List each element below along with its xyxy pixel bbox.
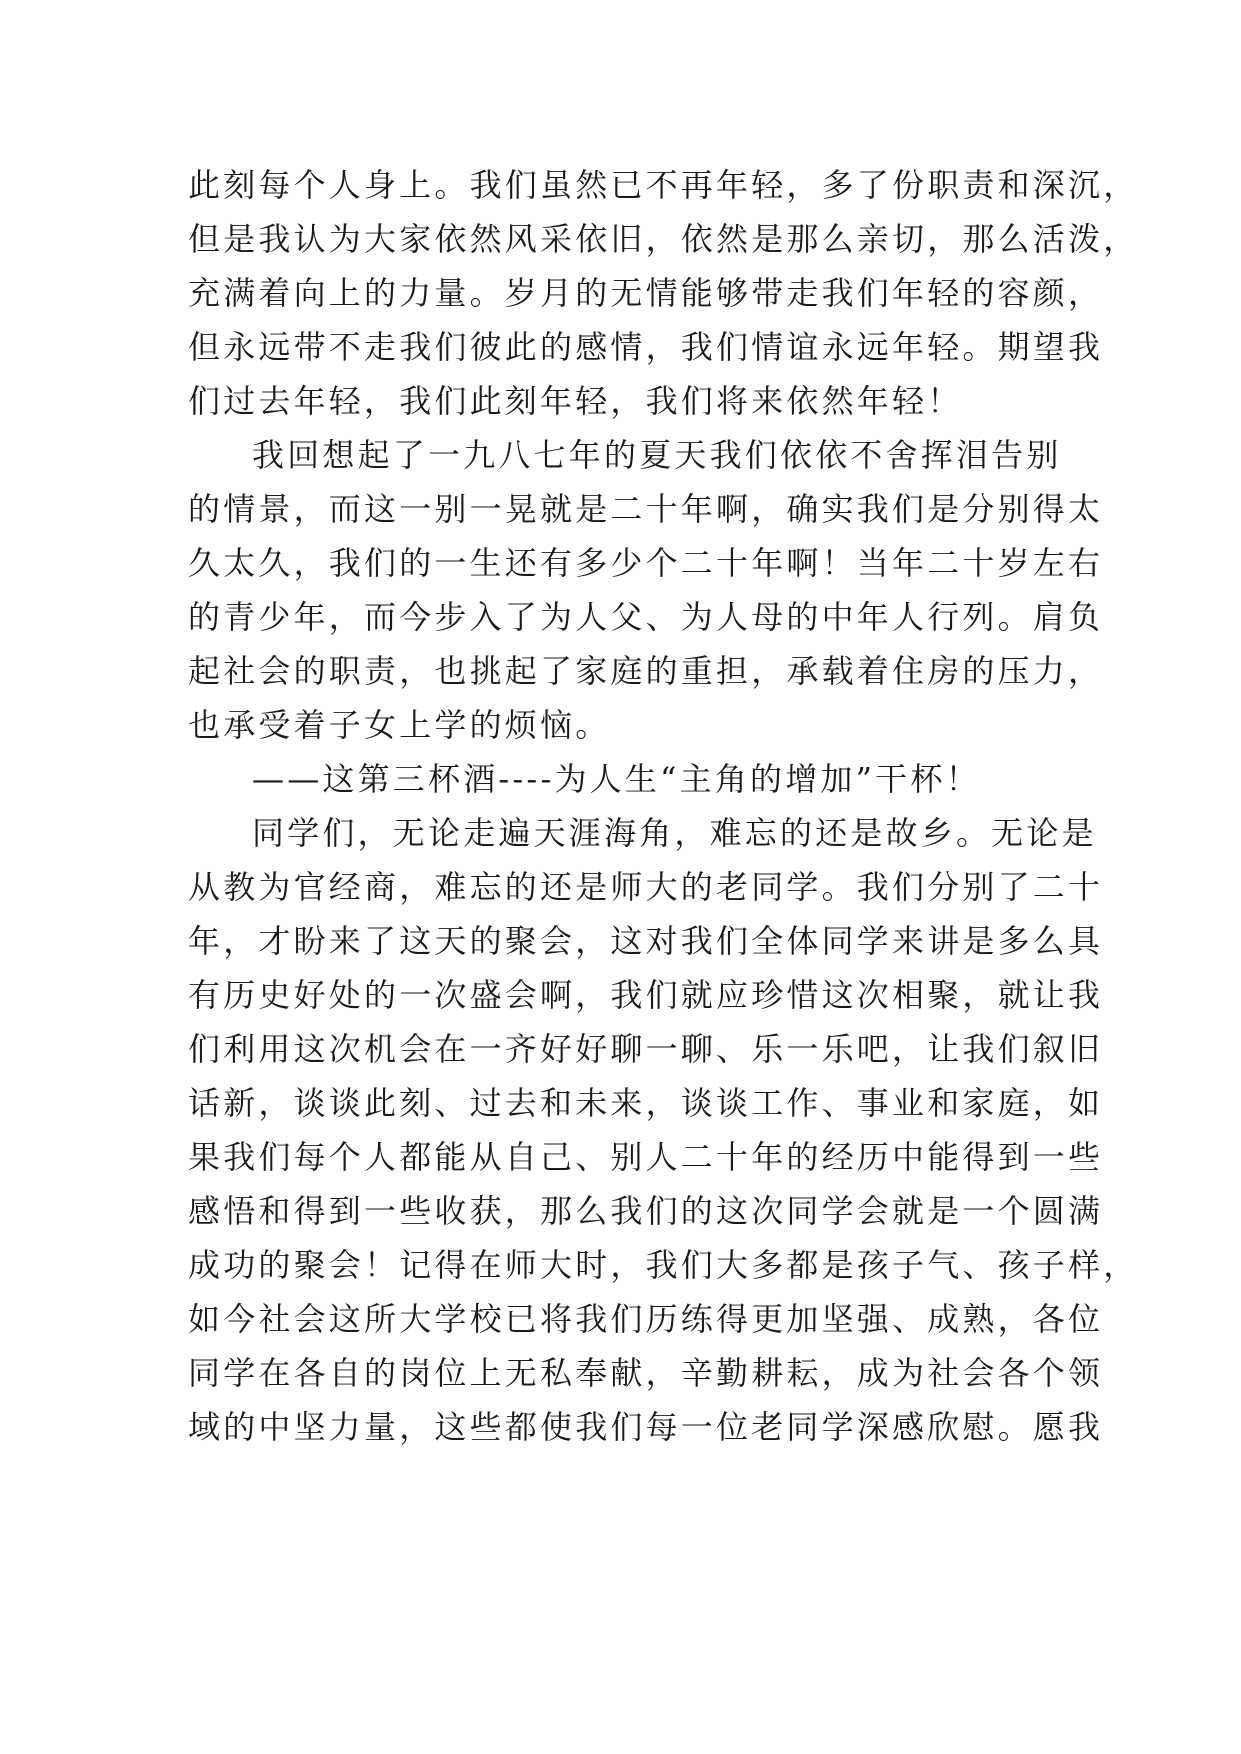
text-line: 域的中坚力量，这些都使我们每一位老同学深感欣慰。愿我 bbox=[188, 1408, 1104, 1446]
text-line: 话新，谈谈此刻、过去和未来，谈谈工作、事业和家庭，如 bbox=[188, 1084, 1104, 1122]
text-line: 年，才盼来了这天的聚会，这对我们全体同学来讲是多么具 bbox=[188, 922, 1104, 960]
text-line: 此刻每个人身上。我们虽然已不再年轻，多了份职责和深沉， bbox=[188, 166, 1139, 204]
text-line: 但是我认为大家依然风采依旧，依然是那么亲切，那么活泼， bbox=[188, 220, 1139, 258]
text-line: 感悟和得到一些收获，那么我们的这次同学会就是一个圆满 bbox=[188, 1192, 1104, 1230]
text-line: 的青少年，而今步入了为人父、为人母的中年人行列。肩负 bbox=[188, 598, 1104, 636]
text-line: 从教为官经商，难忘的还是师大的老同学。我们分别了二十 bbox=[188, 868, 1104, 906]
paragraph-start-line: 我回想起了一九八七年的夏天我们依依不舍挥泪告别 bbox=[252, 436, 1062, 474]
text-line: 充满着向上的力量。岁月的无情能够带走我们年轻的容颜， bbox=[188, 274, 1104, 312]
text-line: 同学在各自的岗位上无私奉献，辛勤耕耘，成为社会各个领 bbox=[188, 1354, 1104, 1392]
text-line: 但永远带不走我们彼此的感情，我们情谊永远年轻。期望我 bbox=[188, 328, 1104, 366]
text-line: 们利用这次机会在一齐好好聊一聊、乐一乐吧，让我们叙旧 bbox=[188, 1030, 1104, 1068]
body-text bbox=[188, 158, 1139, 1454]
text-line: 如今社会这所大学校已将我们历练得更加坚强、成熟，各位 bbox=[188, 1300, 1104, 1338]
paragraph-start-line: 同学们，无论走遍天涯海角，难忘的还是故乡。无论是 bbox=[252, 814, 1097, 852]
text-line: 成功的聚会！记得在师大时，我们大多都是孩子气、孩子样， bbox=[188, 1246, 1139, 1284]
text-line: 们过去年轻，我们此刻年轻，我们将来依然年轻！ bbox=[188, 382, 963, 420]
text-line: 果我们每个人都能从自己、别人二十年的经历中能得到一些 bbox=[188, 1138, 1104, 1176]
text-line: 久太久，我们的一生还有多少个二十年啊！当年二十岁左右 bbox=[188, 544, 1104, 582]
toast-heading: ——这第三杯酒----为人生“主角的增加”干杯！ bbox=[252, 760, 981, 798]
text-line: 的情景，而这一别一晃就是二十年啊，确实我们是分别得太 bbox=[188, 490, 1104, 528]
text-line: 起社会的职责，也挑起了家庭的重担，承载着住房的压力， bbox=[188, 652, 1104, 690]
text-line: 有历史好处的一次盛会啊，我们就应珍惜这次相聚，就让我 bbox=[188, 976, 1104, 1014]
text-line: 也承受着子女上学的烦恼。 bbox=[188, 706, 611, 744]
